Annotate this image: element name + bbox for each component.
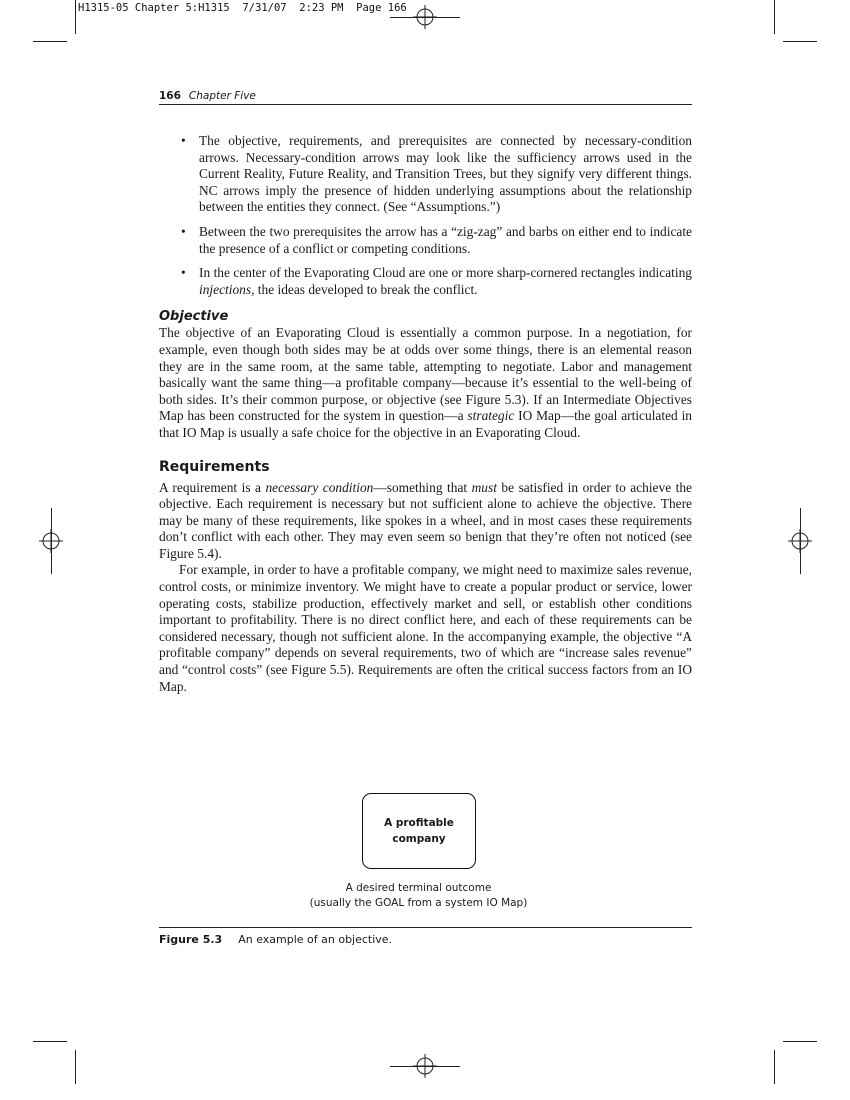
registration-line-left [51, 508, 52, 574]
bullet-text: Between the two prerequisites the arrow has a “zig-zag” and barbs on either end to indicate the presence of a conflict or competing conditions. [199, 223, 692, 256]
paragraph-text: —something that [373, 479, 472, 495]
crop-mark-bottom-right-h [783, 1041, 817, 1042]
registration-line-top [390, 17, 460, 18]
body-text [159, 133, 692, 695]
list-item [181, 224, 692, 257]
crop-mark-bottom-left-v [75, 1050, 76, 1084]
bullet-dot-icon: • [181, 265, 186, 281]
page-number: 166 [159, 90, 181, 102]
bullet-text: In the center of the Evaporating Cloud are one or more sharp-cornered rectangles indicating [199, 265, 692, 281]
crop-mark-top-right-h [783, 41, 817, 42]
objective-box-text: A profitable company [384, 817, 454, 845]
printer-slug-line: H1315-05 Chapter 5:H1315 7/31/07 2:23 PM Page 166 [78, 2, 407, 14]
bullet-list [159, 133, 692, 298]
emphasis-must: must [471, 479, 497, 495]
paragraph-text: The objective of an Evaporating Cloud is essentially a common purpose. In a negotiation, for example, even though both sides may be at odds over some things, there is an elemental reason they are in the same room, at the same table, attempting to negotiate. Labor and management basically want the same thing—a profitable company—because it’s essential to the well-being of both sides. It’s their common purpose, or objective (see Figure 5.3). If an Intermediate Objectives Map has been constructed for the system in question—a [159, 325, 692, 424]
objective-heading: Objective [159, 309, 229, 325]
bullet-dot-icon: • [181, 133, 186, 148]
bullet-text: , the ideas developed to break the conflict. [251, 281, 478, 297]
list-item [181, 133, 692, 216]
crop-mark-top-right-v [774, 0, 775, 34]
chapter-title: Chapter Five [188, 90, 256, 102]
crop-mark-top-left-v [75, 0, 76, 34]
figure-description-line-2: (usually the GOAL from a system IO Map) [309, 897, 528, 909]
figure-rule [159, 927, 692, 928]
paragraph-text: be satisfied in order to achieve the objective. Each requirement is necessary but not sufficient alone to achieve the objective. There may be many of these requirements, like spokes in a wheel, and in most cases these requirements don’t conflict with each other. They may even seem so benign that they’re often not noticed (see Figure 5.4). [159, 479, 692, 561]
figure-caption-text: An example of an objective. [238, 933, 393, 946]
crop-mark-bottom-left-h [33, 1041, 67, 1042]
emphasis-strategic: strategic [467, 408, 515, 424]
paragraph-text: A requirement is a [159, 479, 266, 495]
requirements-heading: Requirements [159, 458, 270, 475]
objective-paragraph [159, 325, 692, 441]
emphasis-injections: injections [199, 281, 252, 297]
requirements-paragraph-2: For example, in order to have a profitable company, we might need to maximize sales revenue, control costs, or minimize inventory. We might have to create a popular product or service, lower operating costs, stabilize production, effectively market and sell, or establish other conditions important to profitability. There is no direct conflict here, and each of these requirements can be considered necessary, though not sufficient alone. In the accompanying example, the objective “A profitable company” depends on several requirements, two of which are “increase sales revenue” and “control costs” (see Figure 5.5). Requirements are often the critical success factors from an IO Map. [159, 562, 692, 694]
emphasis-necessary-condition: necessary condition [265, 479, 374, 495]
paragraph-text: IO Map—the goal articulated in that IO Map is usually a safe choice for the objective in an Evaporating Cloud. [159, 408, 692, 440]
running-head [159, 90, 692, 105]
registration-line-bottom [390, 1066, 460, 1067]
figure-caption [159, 933, 392, 946]
figure-5-3 [159, 793, 692, 953]
figure-description [159, 881, 678, 911]
registration-line-right [800, 508, 801, 574]
objective-box [362, 793, 476, 869]
bullet-dot-icon: • [181, 223, 186, 239]
figure-description-line-1: A desired terminal outcome [345, 882, 492, 894]
crop-mark-bottom-right-v [774, 1050, 775, 1084]
crop-mark-top-left-h [33, 41, 67, 42]
requirements-paragraph-1 [159, 480, 692, 563]
bullet-text: The objective, requirements, and prerequisites are connected by necessary-condition arrows. Necessary-condition arrows may look like the sufficiency arrows used in the Current Reality, Future Reality, and Transition Trees, but they signify very different things. NC arrows imply the presence of hidden underlying assumptions about the relationship between the entities they connect. (See “Assumptions.”) [199, 133, 692, 215]
figure-label: Figure 5.3 [159, 933, 223, 946]
list-item [181, 265, 692, 298]
